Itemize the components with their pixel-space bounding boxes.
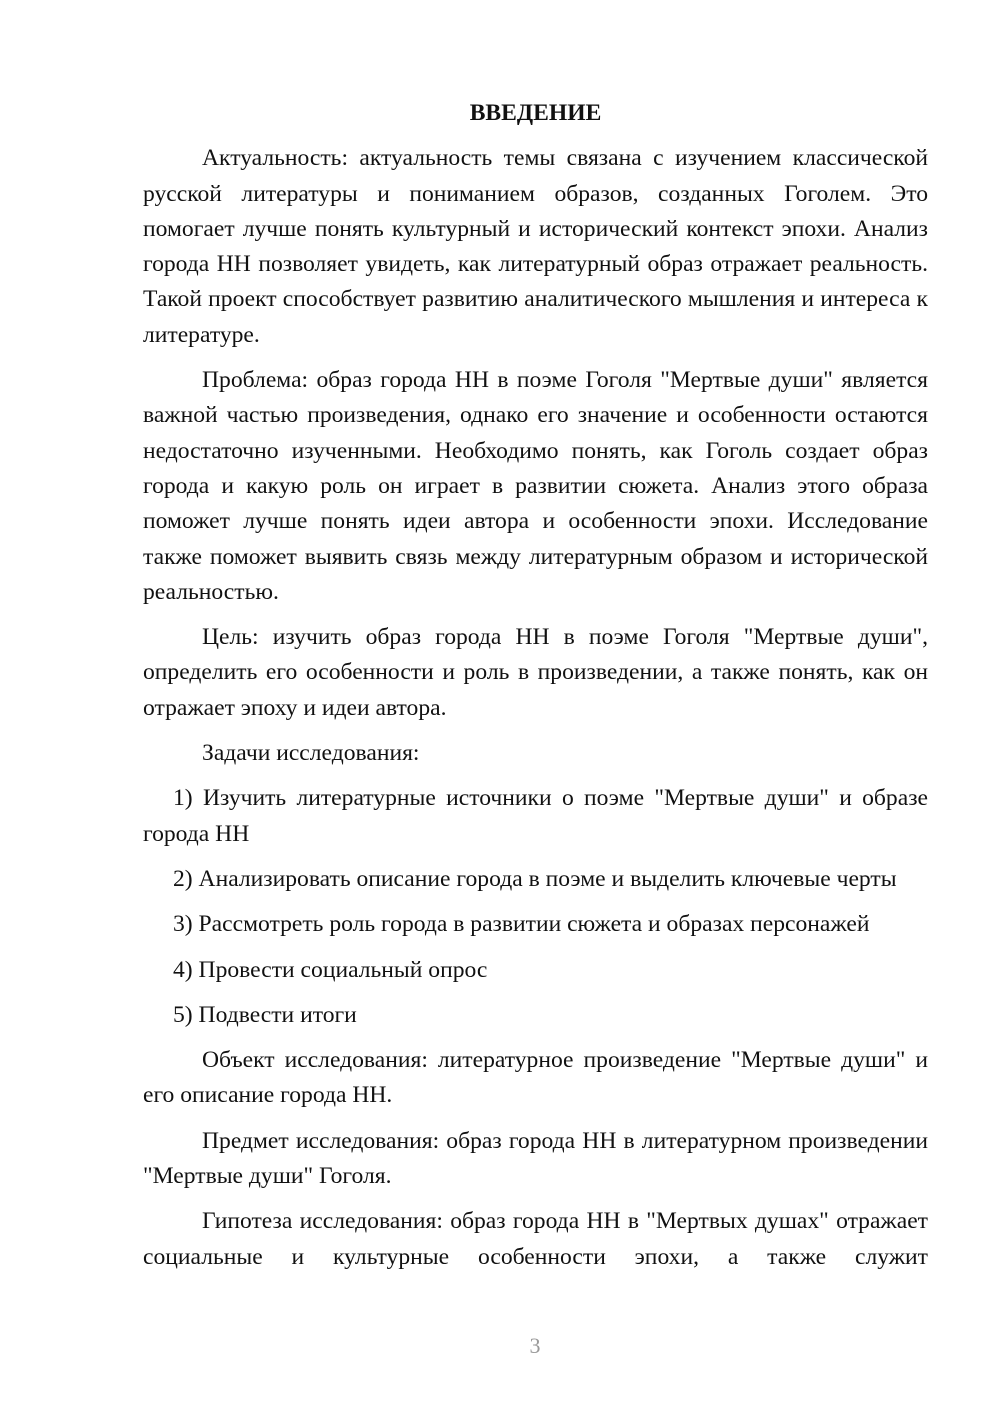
section-title: ВВЕДЕНИЕ <box>469 100 602 126</box>
page-number: 3 <box>529 1333 541 1358</box>
page-content <box>143 96 928 1285</box>
problem-paragraph: Проблема: образ города НН в поэме Гоголя "Мертвые души" является важной частью произведения, однако его значение и особенности остаются недостаточно изученными. Необходимо понять, как Гоголь создает образ города и какую роль он играет в развитии сюжета. Анализ этого образа поможет лучше понять идеи автора и особенности эпохи. Исследование также поможет выявить связь между литературным образом и исторической реальностью. <box>143 367 928 605</box>
hypothesis-paragraph: Гипотеза исследования: образ города НН в "Мертвых душах" отражает социальные и культурные особенности эпохи, а также служит <box>143 1208 928 1270</box>
tasks-heading: Задачи исследования: <box>202 740 420 767</box>
task-item-2: 2) Анализировать описание города в поэме и выделить ключевые черты <box>173 865 897 892</box>
subject-paragraph: Предмет исследования: образ города НН в литературном произведении "Мертвые души" Гоголя. <box>143 1127 928 1190</box>
task-item-4: 4) Провести социальный опрос <box>173 956 488 983</box>
goal-paragraph: Цель: изучить образ города НН в поэме Гоголя "Мертвые души", определить его особенности и роль в произведении, а также понять, как он отражает эпоху и идеи автора. <box>143 624 928 721</box>
task-item-1: 1) Изучить литературные источники о поэме "Мертвые души" и образе города НН <box>143 785 928 847</box>
object-paragraph: Объект исследования: литературное произведение "Мертвые души" и его описание города НН. <box>143 1047 928 1109</box>
relevance-paragraph: Актуальность: актуальность темы связана с изучением классической русской литературы и пониманием образов, созданных Гоголем. Это помогает лучше понять культурный и исторический контекст эпохи. Анализ города НН позволяет увидеть, как литературный образ отражает реальность. Такой проект способствует развитию аналитического мышления и интереса к литературе. <box>143 145 928 348</box>
task-item-5: 5) Подвести итоги <box>173 1001 357 1028</box>
task-item-3: 3) Рассмотреть роль города в развитии сюжета и образах персонажей <box>173 911 870 938</box>
